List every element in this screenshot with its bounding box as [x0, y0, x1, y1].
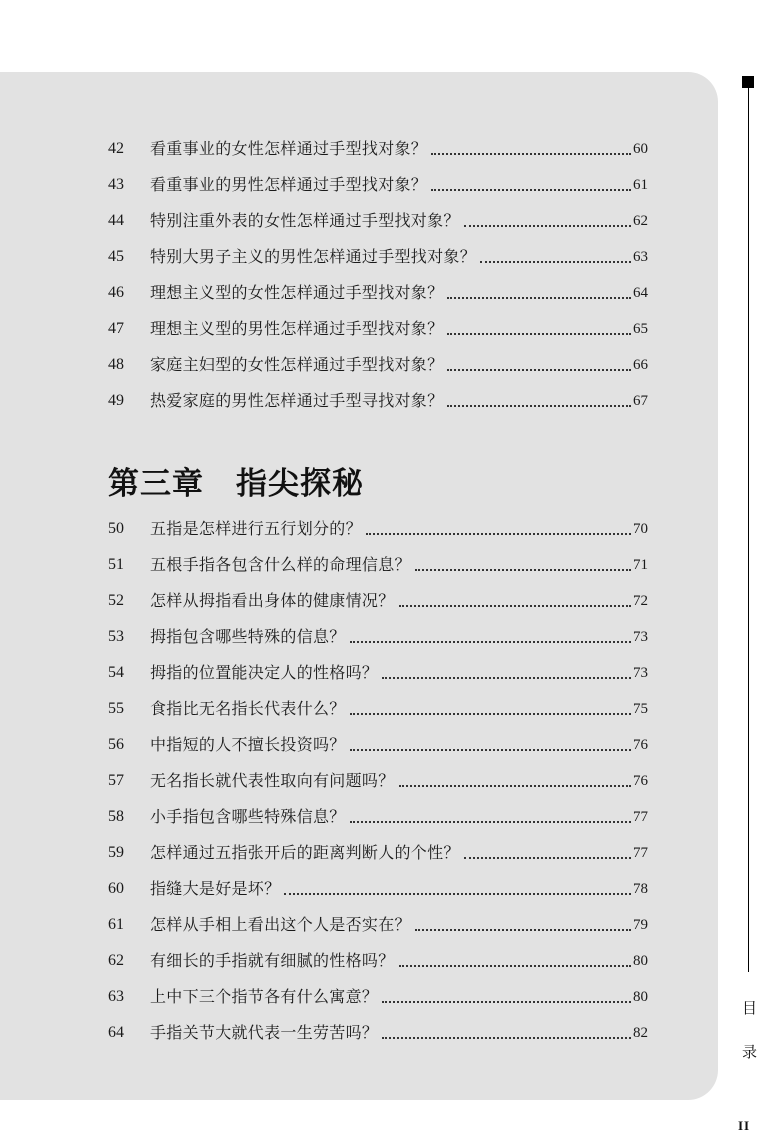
dot-leader	[399, 605, 631, 607]
entry-title: 手指关节大就代表一生劳苦吗？	[150, 1023, 379, 1042]
entry-number: 53	[108, 628, 124, 645]
entry-number: 56	[108, 736, 124, 753]
toc-entry[interactable]	[0, 661, 718, 697]
toc-entry[interactable]	[0, 805, 718, 841]
entry-number: 64	[108, 1024, 124, 1041]
entry-page: 73	[633, 629, 648, 645]
toc-entry[interactable]	[0, 517, 718, 553]
dot-leader	[350, 821, 631, 823]
toc-entry[interactable]	[0, 553, 718, 589]
entry-line	[150, 841, 648, 865]
toc-entry[interactable]	[0, 913, 718, 949]
entry-title: 特别注重外表的女性怎样通过手型找对象？	[150, 211, 460, 230]
entry-page: 78	[633, 881, 648, 897]
entry-title: 怎样从手相上看出这个人是否实在？	[150, 915, 411, 934]
dot-leader	[399, 965, 631, 967]
entry-number: 48	[108, 356, 124, 373]
entry-line	[150, 805, 648, 829]
toc-entry[interactable]	[0, 985, 718, 1021]
dot-leader	[447, 369, 631, 371]
entry-line	[150, 985, 648, 1009]
side-label	[742, 986, 756, 1074]
toc-entry[interactable]	[0, 949, 718, 985]
entry-line	[150, 209, 648, 233]
entry-page: 75	[633, 701, 648, 717]
entry-number: 54	[108, 664, 124, 681]
dot-leader	[284, 893, 631, 895]
dot-leader	[350, 713, 631, 715]
toc-entry[interactable]	[0, 137, 718, 173]
entry-number: 57	[108, 772, 124, 789]
entry-page: 70	[633, 521, 648, 537]
entry-title: 有细长的手指就有细腻的性格吗？	[150, 951, 395, 970]
entry-title: 理想主义型的男性怎样通过手型找对象？	[150, 319, 444, 338]
entry-line	[150, 353, 648, 377]
entry-number: 52	[108, 592, 124, 609]
entry-number: 50	[108, 520, 124, 537]
dot-leader	[350, 641, 631, 643]
entry-line	[150, 245, 648, 269]
entry-title: 看重事业的男性怎样通过手型找对象？	[150, 175, 428, 194]
entry-page: 77	[633, 845, 648, 861]
entry-line	[150, 553, 648, 577]
entry-page: 65	[633, 321, 648, 337]
entry-page: 62	[633, 213, 648, 229]
toc-entry[interactable]	[0, 245, 718, 281]
entry-number: 51	[108, 556, 124, 573]
entry-number: 61	[108, 916, 124, 933]
entry-page: 82	[633, 1025, 648, 1041]
entry-title: 热爱家庭的男性怎样通过手型寻找对象？	[150, 391, 444, 410]
chapter-heading: 第三章 指尖探秘	[108, 466, 364, 502]
dot-leader	[447, 333, 631, 335]
dot-leader	[350, 749, 631, 751]
entry-number: 44	[108, 212, 124, 229]
toc-entry[interactable]	[0, 209, 718, 245]
toc-list-section-1	[0, 137, 718, 425]
entry-title: 看重事业的女性怎样通过手型找对象？	[150, 139, 428, 158]
entry-title: 拇指的位置能决定人的性格吗？	[150, 663, 379, 682]
dot-leader	[464, 225, 631, 227]
toc-entry[interactable]	[0, 173, 718, 209]
dot-leader	[415, 929, 631, 931]
entry-line	[150, 877, 648, 901]
entry-page: 77	[633, 809, 648, 825]
dot-leader	[382, 677, 631, 679]
toc-entry[interactable]	[0, 769, 718, 805]
toc-entry[interactable]	[0, 353, 718, 389]
entry-page: 72	[633, 593, 648, 609]
dot-leader	[366, 533, 631, 535]
entry-page: 71	[633, 557, 648, 573]
dot-leader	[415, 569, 631, 571]
entry-title: 五指是怎样进行五行划分的？	[150, 519, 362, 538]
side-marker-square	[742, 76, 754, 88]
entry-line	[150, 1021, 648, 1045]
entry-page: 60	[633, 141, 648, 157]
entry-title: 怎样从拇指看出身体的健康情况？	[150, 591, 395, 610]
entry-title: 小手指包含哪些特殊信息？	[150, 807, 346, 826]
entry-page: 79	[633, 917, 648, 933]
entry-line	[150, 697, 648, 721]
entry-number: 49	[108, 392, 124, 409]
dot-leader	[431, 189, 631, 191]
entry-line	[150, 389, 648, 413]
entry-line	[150, 949, 648, 973]
entry-number: 58	[108, 808, 124, 825]
entry-number: 45	[108, 248, 124, 265]
entry-line	[150, 769, 648, 793]
toc-list-section-2	[0, 517, 718, 1057]
toc-entry[interactable]	[0, 1021, 718, 1057]
entry-page: 80	[633, 953, 648, 969]
entry-page: 61	[633, 177, 648, 193]
entry-line	[150, 173, 648, 197]
entry-page: 67	[633, 393, 648, 409]
entry-number: 55	[108, 700, 124, 717]
entry-title: 无名指长就代表性取向有问题吗？	[150, 771, 395, 790]
entry-line	[150, 661, 648, 685]
entry-line	[150, 517, 648, 541]
entry-line	[150, 317, 648, 341]
entry-line	[150, 733, 648, 757]
entry-line	[150, 625, 648, 649]
entry-title: 上中下三个指节各有什么寓意？	[150, 987, 379, 1006]
entry-page: 80	[633, 989, 648, 1005]
entry-title: 特别大男子主义的男性怎样通过手型找对象？	[150, 247, 477, 266]
entry-number: 59	[108, 844, 124, 861]
entry-line	[150, 281, 648, 305]
entry-number: 62	[108, 952, 124, 969]
toc-entry[interactable]	[0, 389, 718, 425]
entry-title: 食指比无名指长代表什么？	[150, 699, 346, 718]
entry-line	[150, 589, 648, 613]
entry-number: 47	[108, 320, 124, 337]
entry-page: 73	[633, 665, 648, 681]
entry-line	[150, 137, 648, 161]
entry-page: 63	[633, 249, 648, 265]
toc-entry[interactable]	[0, 625, 718, 661]
dot-leader	[447, 405, 631, 407]
dot-leader	[382, 1001, 631, 1003]
toc-entry[interactable]	[0, 317, 718, 353]
entry-number: 42	[108, 140, 124, 157]
toc-entry[interactable]	[0, 733, 718, 769]
entry-title: 拇指包含哪些特殊的信息？	[150, 627, 346, 646]
dot-leader	[447, 297, 631, 299]
side-label-char: 目	[742, 999, 758, 1017]
entry-line	[150, 913, 648, 937]
dot-leader	[431, 153, 631, 155]
toc-entry[interactable]	[0, 697, 718, 733]
entry-number: 46	[108, 284, 124, 301]
entry-title: 怎样通过五指张开后的距离判断人的个性？	[150, 843, 460, 862]
entry-title: 理想主义型的女性怎样通过手型找对象？	[150, 283, 444, 302]
dot-leader	[382, 1037, 631, 1039]
entry-page: 76	[633, 773, 648, 789]
side-rule	[748, 88, 749, 972]
entry-number: 63	[108, 988, 124, 1005]
entry-title: 家庭主妇型的女性怎样通过手型找对象？	[150, 355, 444, 374]
entry-number: 60	[108, 880, 124, 897]
entry-number: 43	[108, 176, 124, 193]
entry-title: 中指短的人不擅长投资吗？	[150, 735, 346, 754]
toc-entry[interactable]	[0, 589, 718, 625]
dot-leader	[464, 857, 631, 859]
entry-title: 指缝大是好是坏？	[150, 879, 281, 898]
entry-page: 66	[633, 357, 648, 373]
side-label-char: 录	[742, 1043, 758, 1061]
dot-leader	[480, 261, 631, 263]
dot-leader	[399, 785, 631, 787]
page-number: II	[738, 1118, 751, 1133]
toc-entry[interactable]	[0, 281, 718, 317]
entry-title: 五根手指各包含什么样的命理信息？	[150, 555, 411, 574]
entry-page: 64	[633, 285, 648, 301]
entry-page: 76	[633, 737, 648, 753]
toc-entry[interactable]	[0, 841, 718, 877]
toc-entry[interactable]	[0, 877, 718, 913]
